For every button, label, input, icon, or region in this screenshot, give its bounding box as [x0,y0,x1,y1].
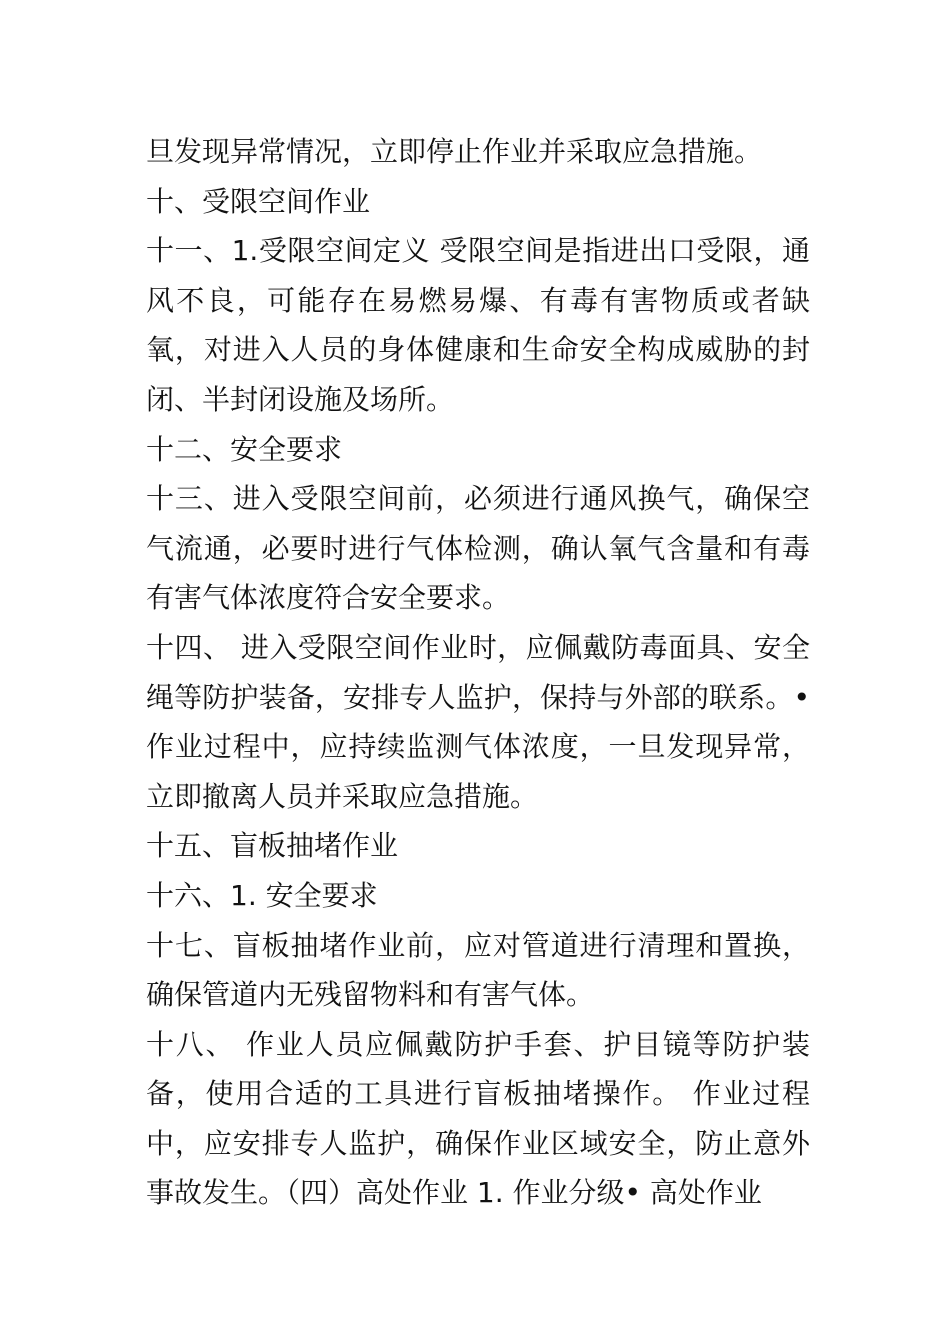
paragraph-blind-plate-operation: 十八、 作业人员应佩戴防护手套、护目镜等防护装备，使用合适的工具进行盲板抽堵操作。 作业过程中，应安排专人监护，确保作业区域安全，防止意外事故发生。（四）高处作业 1. 作业分级• 高处作业 [146,1027,810,1210]
heading-blind-plate-safety-requirements: 十六、1. 安全要求 [146,878,378,912]
heading-blind-plate-work: 十五、盲板抽堵作业 [146,829,399,863]
document-body [146,127,810,1218]
paragraph-pipeline-cleaning: 十七、盲板抽堵作业前，应对管道进行清理和置换，确保管道内无残留物料和有害气体。 [146,928,810,1012]
paragraph-continuation: 旦发现异常情况，立即停止作业并采取应急措施。 [146,135,763,168]
heading-safety-requirements: 十二、安全要求 [146,432,343,466]
heading-confined-space-work: 十、受限空间作业 [146,184,371,218]
paragraph-protective-equipment: 十四、 进入受限空间作业时，应佩戴防毒面具、安全绳等防护装备，安排专人监护，保持与外部的联系。• 作业过程中，应持续监测气体浓度，一旦发现异常，立即撤离人员并采取应急措施。 [146,630,810,813]
paragraph-confined-space-definition: 十一、1.受限空间定义 受限空间是指进出口受限，通风不良，可能存在易燃易爆、有毒有害物质或者缺氧，对进入人员的身体健康和生命安全构成威胁的封闭、半封闭设施及场所。 [146,234,810,416]
paragraph-ventilation-requirement: 十三、进入受限空间前，必须进行通风换气，确保空气流通，必要时进行气体检测，确认氧气含量和有毒有害气体浓度符合安全要求。 [146,482,810,615]
